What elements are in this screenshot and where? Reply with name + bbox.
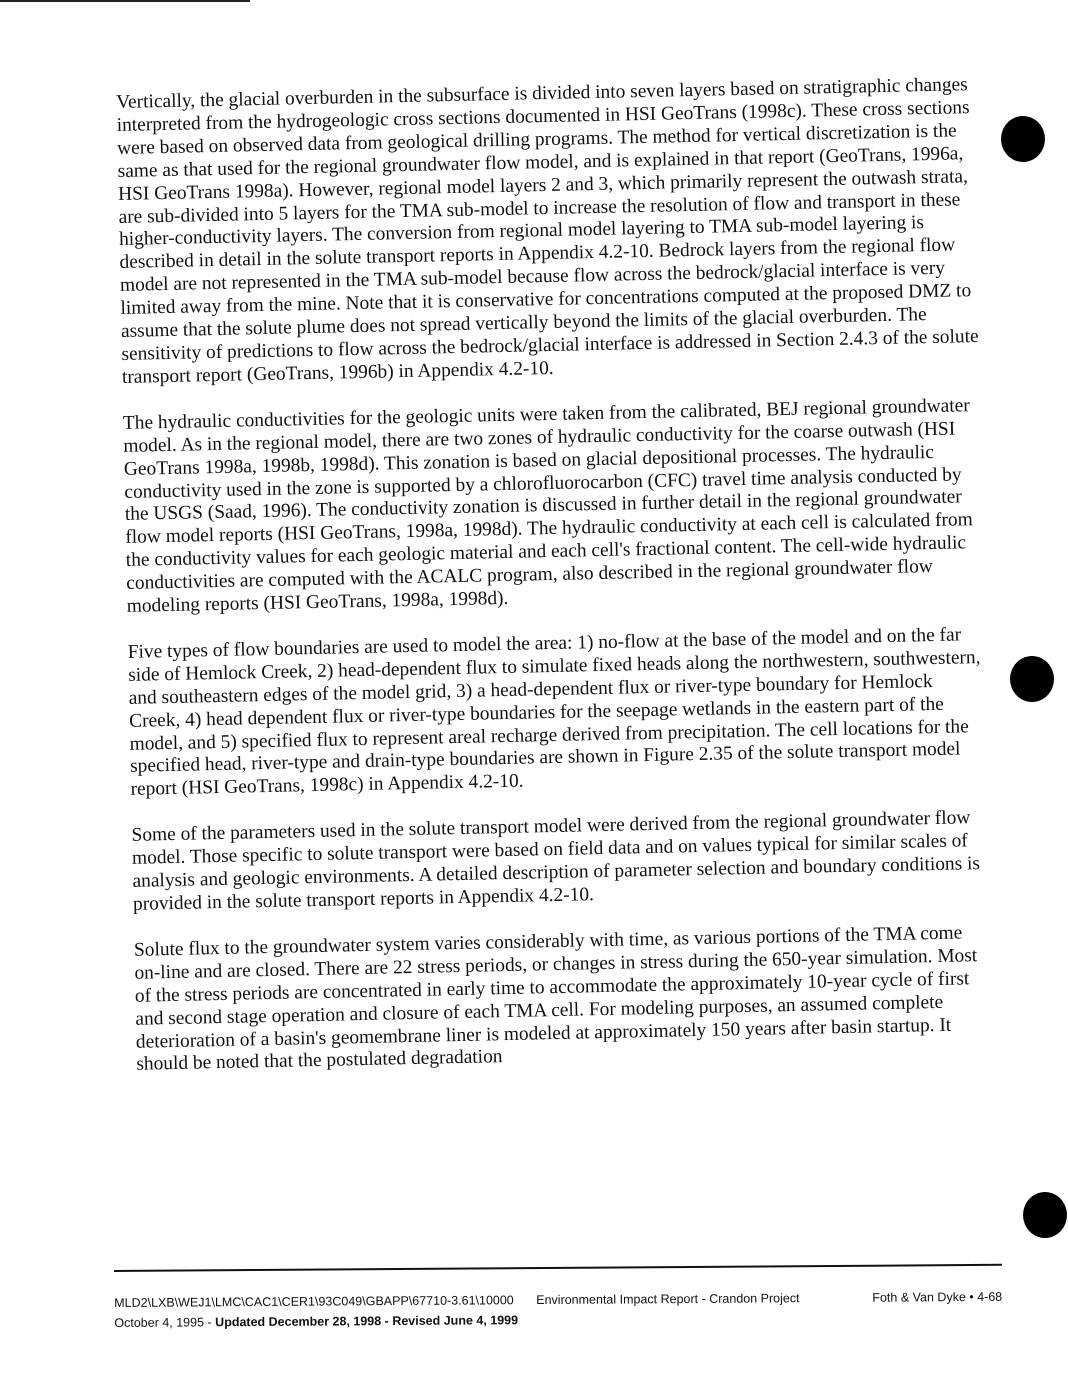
document-body (116, 74, 995, 1100)
punch-hole-bottom (1023, 1192, 1067, 1238)
top-scan-line (0, 0, 250, 2)
page-footer (114, 1264, 1002, 1330)
paragraph-flow-boundaries: Five types of flow boundaries are used to model the area: 1) no-flow at the base of the model and on the far side of Hemlock Creek, 2) head-dependent flux to simulate fixed heads along the northwestern, southwestern, and southeastern edges of the model grid, 3) a head-dependent flux or river-type boundary for Hemlock Creek, 4) head dependent flux or river-type boundaries for the seepage wetlands in the eastern part of the model, and 5) specified flux to represent areal recharge derived from precipitation. The cell locations for the specified head, river-type and drain-type boundaries are shown in Figure 2.35 of the solute transport model report (HSI GeoTrans, 1998c) in Appendix 4.2-10. (127, 624, 981, 801)
punch-hole-middle (1010, 656, 1054, 702)
footer-file-path: MLD2\LXB\WEJ1\LMC\CAC1\CER1\93C049\GBAPP\67710-3.61\10000 (114, 1293, 514, 1310)
footer-divider (114, 1264, 1002, 1272)
paragraph-hydraulic-conductivities: The hydraulic conductivities for the geologic units were taken from the calibrated, BEJ regional groundwater model. As in the regional model, there are two zones of hydraulic conductivity for the coarse outwash (HSI GeoTrans 1998a, 1998b, 1998d). This zonation is based on glacial depositional processes. The hydraulic conductivity used in the zone is supported by a chlorofluorocarbon (CFC) travel time analysis conducted by the USGS (Saad, 1996). The conductivity zonation is discussed in further detail in the regional groundwater flow model reports (HSI GeoTrans, 1998a, 1998d). The hydraulic conductivity at each cell is calculated from the conductivity values for each geologic material and each cell's fractional content. The cell-wide hydraulic conductivities are computed with the ACALC program, also described in the regional groundwater flow modeling reports (HSI GeoTrans, 1998a, 1998d). (122, 394, 973, 617)
punch-hole-top (1001, 116, 1045, 162)
footer-date-revisions: Updated December 28, 1998 - Revised June 4, 1999 (215, 1313, 519, 1330)
footer-date-original: October 4, 1995 - (114, 1315, 216, 1330)
footer-report-title: Environmental Impact Report - Crandon Project (536, 1291, 800, 1308)
paragraph-vertical-layers: Vertically, the glacial overburden in the subsurface is divided into seven layers based on stratigraphic changes interpreted from the hydrogeologic cross sections documented in HSI GeoTrans (1998c). These cross sections were based on observed data from geological drilling programs. The method for vertical discretization is the same as that used for the regional groundwater flow model, and is explained in that report (GeoTrans, 1996a, HSI GeoTrans 1998a). However, regional model layers 2 and 3, which primarily represent the outwash strata, are sub-divided into 5 layers for the TMA sub-model to increase the resolution of flow and transport in these higher-conductivity layers. The conversion from regional model layering to TMA sub-model layering is described in detail in the solute transport reports in Appendix 4.2-10. Bedrock layers from the regional flow model are not represented in the TMA sub-model because flow across the bedrock/glacial interface is very limited away from the mine. Note that it is conservative for concentrations computed at the proposed DMZ to assume that the solute plume does not spread vertically beyond the limits of the glacial overburden. The sensitivity of predictions to flow across the bedrock/glacial interface is addressed in Section 2.4.3 of the solute transport report (GeoTrans, 1996b) in Appendix 4.2-10. (116, 74, 979, 388)
footer-firm-page-number: Foth & Van Dyke • 4-68 (872, 1289, 1003, 1305)
paragraph-transport-parameters: Some of the parameters used in the solute transport model were derived from the regional groundwater flow model. Those specific to solute transport were based on field data and on values typical for similar scales of analysis and geologic environments. A detailed description of parameter selection and boundary conditions is provided in the solute transport reports in Appendix 4.2-10. (131, 807, 981, 915)
paragraph-solute-flux: Solute flux to the groundwater system varies considerably with time, as various portions of the TMA come on-line and are closed. There are 22 stress periods, or changes in stress during the 650-year simulation. Most of the stress periods are concentrated in early time to accommodate the approximately 10-year cycle of first and second stage operation and closure of each TMA cell. For modeling purposes, an assumed complete deterioration of a basin's geomembrane liner is modeled at approximately 150 years after basin startup. It should be noted that the postulated degradation (133, 922, 978, 1076)
